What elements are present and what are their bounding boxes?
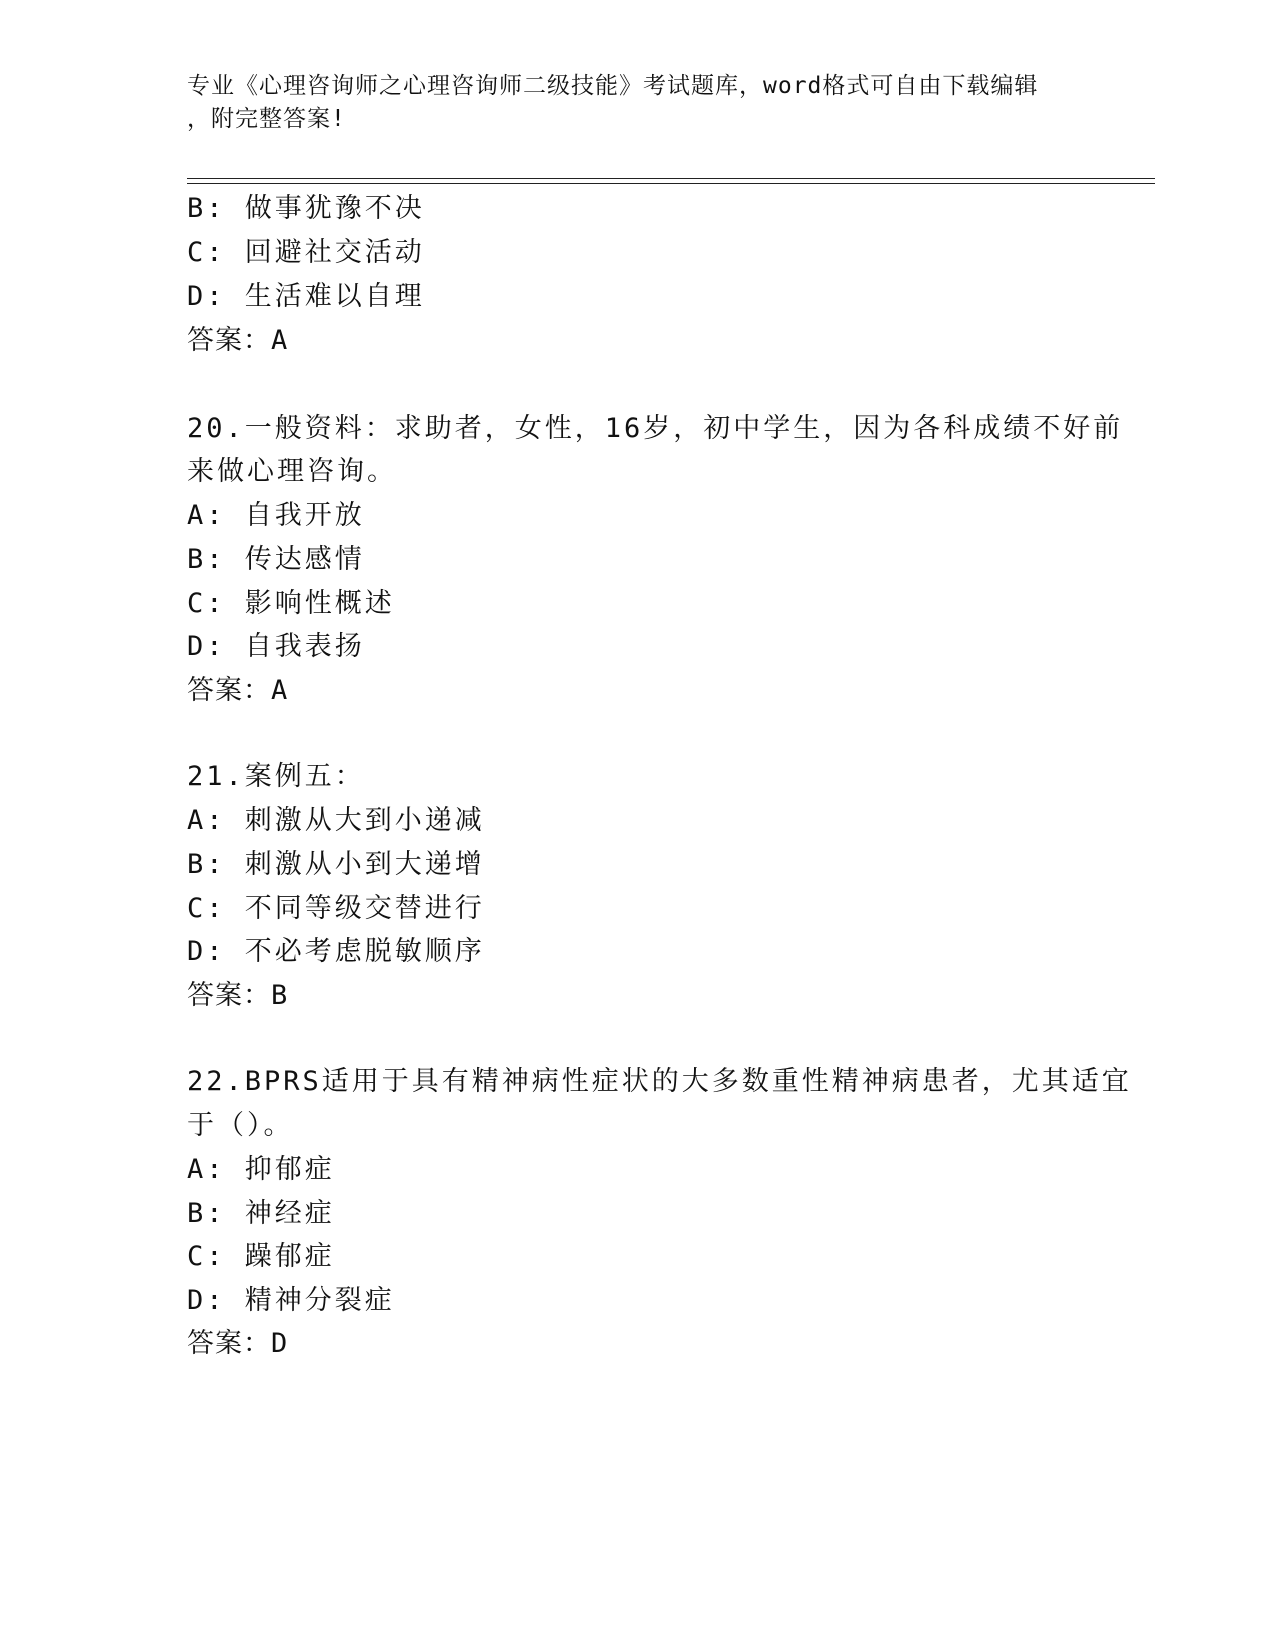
option-d: D: 生活难以自理 xyxy=(187,281,425,312)
question-stem: 于（）。 xyxy=(187,1110,294,1141)
option-a: A: 抑郁症 xyxy=(187,1154,335,1185)
question-stem: 20.一般资料：求助者，女性，16岁，初中学生，因为各科成绩不好前 xyxy=(187,413,1124,444)
option-b: B: 做事犹豫不决 xyxy=(187,193,425,224)
question-stem: 来做心理咨询。 xyxy=(187,456,397,487)
option-b: B: 传达感情 xyxy=(187,544,365,575)
header-divider-top xyxy=(187,178,1155,179)
option-b: B: 神经症 xyxy=(187,1198,335,1229)
option-c: C: 不同等级交替进行 xyxy=(187,893,485,924)
option-a: A: 自我开放 xyxy=(187,500,365,531)
option-b: B: 刺激从小到大递增 xyxy=(187,849,485,880)
answer: 答案：B xyxy=(187,980,289,1011)
header-divider-bottom xyxy=(187,183,1155,184)
option-c: C: 躁郁症 xyxy=(187,1241,335,1272)
option-d: D: 自我表扬 xyxy=(187,631,365,662)
option-a: A: 刺激从大到小递减 xyxy=(187,805,485,836)
question-stem: 21.案例五： xyxy=(187,761,365,792)
option-c: C: 影响性概述 xyxy=(187,588,395,619)
answer: 答案：D xyxy=(187,1328,289,1359)
option-c: C: 回避社交活动 xyxy=(187,237,425,268)
header-line-1: 专业《心理咨询师之心理咨询师二级技能》考试题库，word格式可自由下载编辑 xyxy=(187,73,1039,99)
answer: 答案：A xyxy=(187,325,289,356)
answer: 答案：A xyxy=(187,675,289,706)
document-header xyxy=(187,70,1087,136)
option-d: D: 不必考虑脱敏顺序 xyxy=(187,936,485,967)
option-d: D: 精神分裂症 xyxy=(187,1285,395,1316)
question-stem: 22.BPRS适用于具有精神病性症状的大多数重性精神病患者，尤其适宜 xyxy=(187,1066,1132,1097)
header-line-2: ，附完整答案! xyxy=(187,106,346,132)
